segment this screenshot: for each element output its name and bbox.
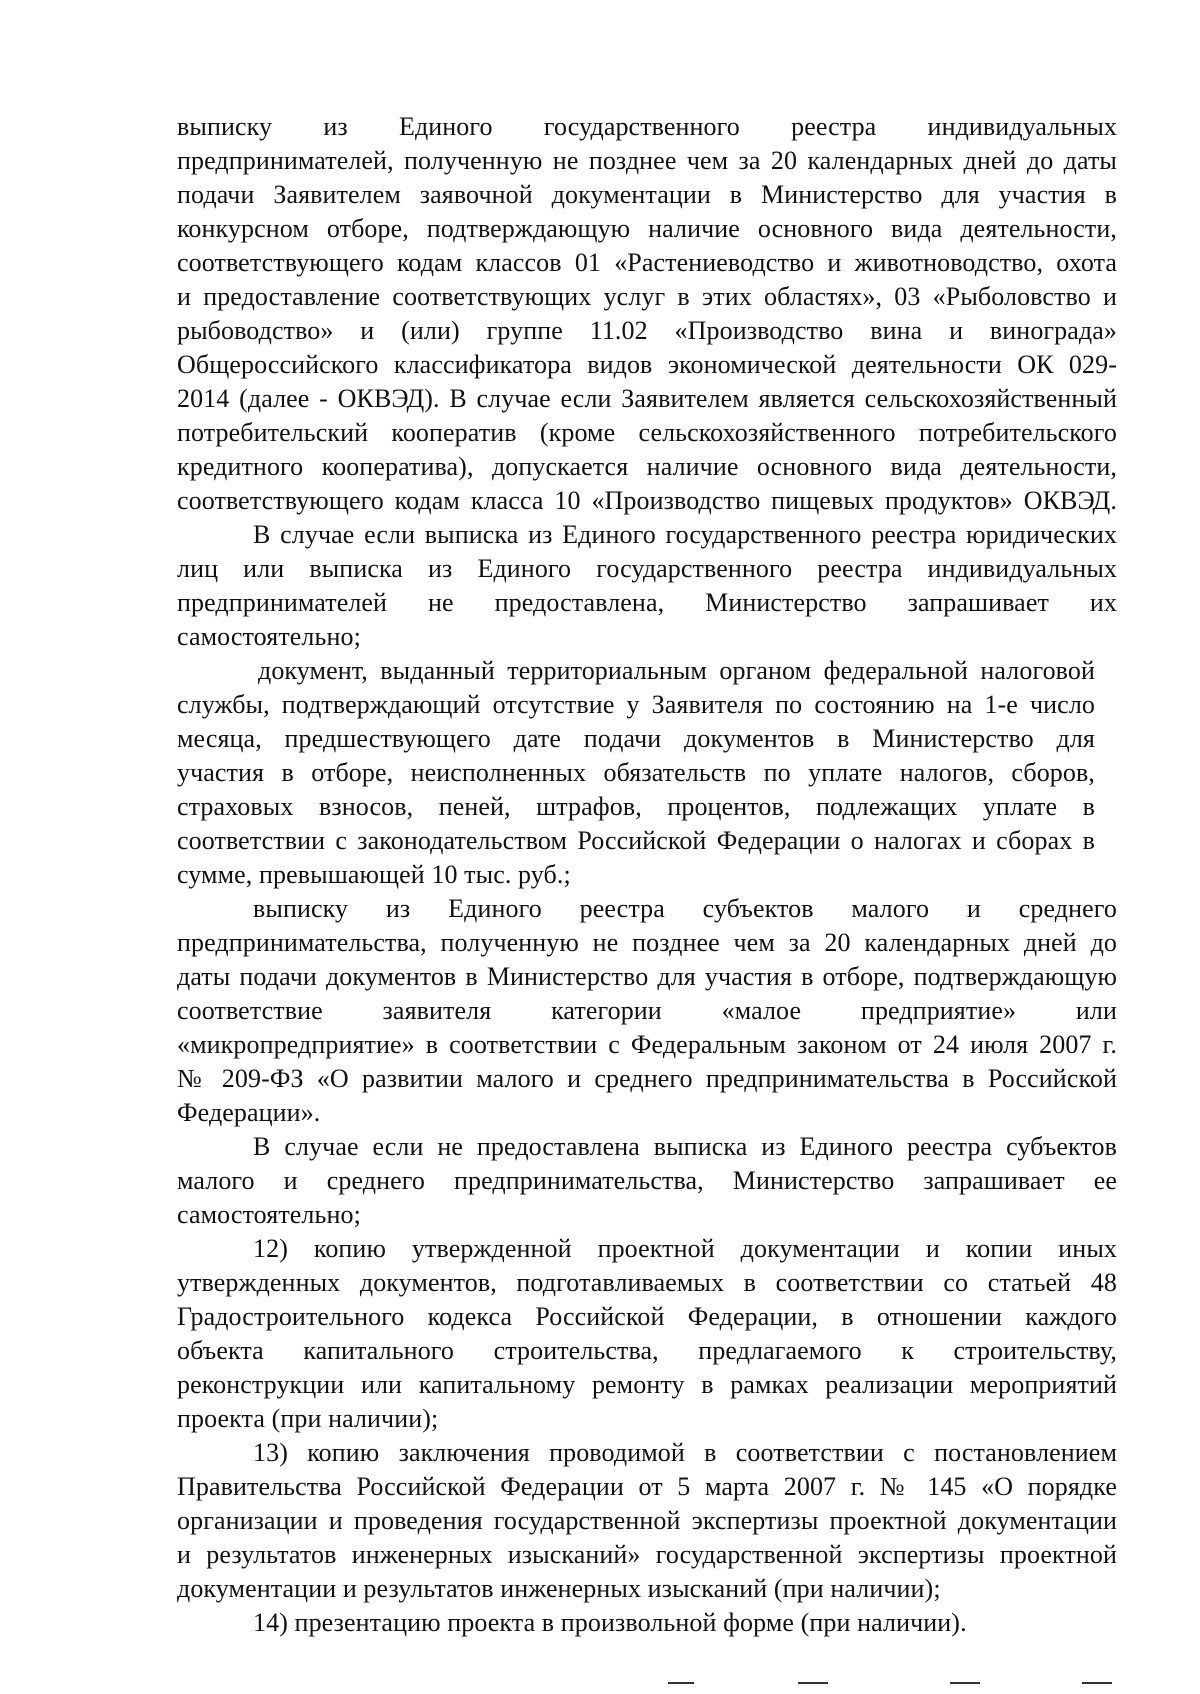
text-line: предпринимателей, полученную не позднее чем за 20 календарных дней до даты: [177, 146, 1117, 175]
text-line: объекта капитального строительства, предлагаемого к строительству,: [177, 1336, 1117, 1365]
text-line: предпринимательства, полученную не позднее чем за 20 календарных дней до: [177, 928, 1117, 957]
text-line: В случае если не предоставлена выписка из Единого реестра субъектов: [253, 1132, 1117, 1161]
text-line: документации и результатов инженерных изысканий (при наличии);: [177, 1574, 941, 1603]
text-line: 14) презентацию проекта в произвольной форме (при наличии).: [253, 1608, 967, 1637]
scan-mark: [1082, 1682, 1112, 1684]
text-line: самостоятельно;: [177, 1200, 361, 1229]
text-line: 13) копию заключения проводимой в соответствии с постановлением: [253, 1438, 1117, 1467]
text-line: месяца, предшествующего дате подачи документов в Министерство для: [177, 724, 1095, 753]
text-line: соответствие заявителя категории «малое предприятие» или: [177, 996, 1117, 1025]
scan-mark: [950, 1682, 980, 1684]
text-line: самостоятельно;: [177, 622, 361, 651]
text-line: потребительский кооператив (кроме сельскохозяйственного потребительского: [177, 418, 1117, 447]
text-line: рыбоводство» и (или) группе 11.02 «Производство вина и винограда»: [177, 316, 1117, 345]
text-line: выписку из Единого реестра субъектов малого и среднего: [253, 894, 1117, 923]
text-line: страховых взносов, пеней, штрафов, процентов, подлежащих уплате в: [177, 792, 1095, 821]
text-line: и предоставление соответствующих услуг в этих областях», 03 «Рыболовство и: [177, 282, 1117, 311]
text-line: документ, выданный территориальным органом федеральной налоговой: [258, 656, 1095, 685]
text-line: Общероссийского классификатора видов экономической деятельности ОК 029-: [177, 350, 1117, 379]
scan-mark: [798, 1682, 828, 1684]
scan-mark: [668, 1682, 694, 1684]
text-line: организации и проведения государственной экспертизы проектной документации: [177, 1506, 1117, 1535]
text-line: предпринимателей не предоставлена, Министерство запрашивает их: [177, 588, 1117, 617]
text-line: Правительства Российской Федерации от 5 марта 2007 г. № 145 «О порядке: [177, 1472, 1117, 1501]
text-line: № 209-ФЗ «О развитии малого и среднего предпринимательства в Российской: [177, 1064, 1117, 1093]
text-line: кредитного кооператива), допускается наличие основного вида деятельности,: [177, 452, 1117, 481]
text-line: лиц или выписка из Единого государственного реестра индивидуальных: [177, 554, 1117, 583]
text-line: подачи Заявителем заявочной документации в Министерство для участия в: [177, 180, 1117, 209]
text-line: даты подачи документов в Министерство для участия в отборе, подтверждающую: [177, 962, 1117, 991]
text-line: конкурсном отборе, подтверждающую наличие основного вида деятельности,: [177, 214, 1117, 243]
text-line: 2014 (далее - ОКВЭД). В случае если Заявителем является сельскохозяйственный: [177, 384, 1117, 413]
text-line: выписку из Единого государственного реестра индивидуальных: [177, 112, 1117, 141]
text-line: Градостроительного кодекса Российской Федерации, в отношении каждого: [177, 1302, 1117, 1331]
text-line: утвержденных документов, подготавливаемых в соответствии со статьей 48: [177, 1268, 1117, 1297]
text-line: «микропредприятие» в соответствии с Федеральным законом от 24 июля 2007 г.: [177, 1030, 1117, 1059]
text-line: и результатов инженерных изысканий» государственной экспертизы проектной: [177, 1540, 1117, 1569]
text-line: соответствии с законодательством Российской Федерации о налогах и сборах в: [177, 826, 1095, 855]
text-line: соответствующего кодам классов 01 «Растениеводство и животноводство, охота: [177, 248, 1117, 277]
text-line: соответствующего кодам класса 10 «Производство пищевых продуктов» ОКВЭД.: [177, 486, 1117, 515]
text-line: участия в отборе, неисполненных обязательств по уплате налогов, сборов,: [177, 758, 1095, 787]
text-line: реконструкции или капитальному ремонту в рамках реализации мероприятий: [177, 1370, 1117, 1399]
text-line: малого и среднего предпринимательства, Министерство запрашивает ее: [177, 1166, 1117, 1195]
text-line: Федерации».: [177, 1098, 321, 1127]
text-line: 12) копию утвержденной проектной документации и копии иных: [253, 1234, 1117, 1263]
text-line: проекта (при наличии);: [177, 1404, 439, 1433]
text-line: сумме, превышающей 10 тыс. руб.;: [177, 860, 571, 889]
text-line: службы, подтверждающий отсутствие у Заявителя по состоянию на 1-е число: [177, 690, 1095, 719]
text-line: В случае если выписка из Единого государственного реестра юридических: [253, 520, 1117, 549]
